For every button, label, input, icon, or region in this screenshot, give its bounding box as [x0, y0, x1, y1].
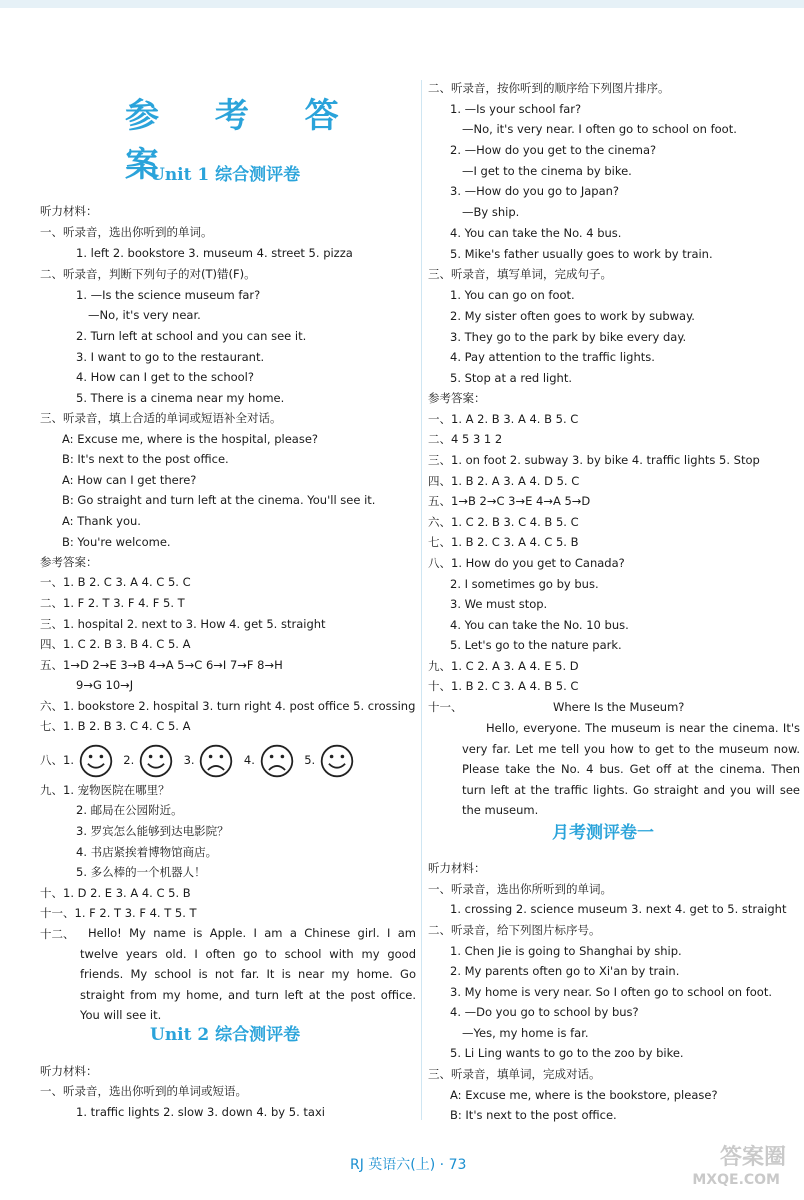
text-line: 一、听录音，选出你听到的单词。: [40, 225, 213, 239]
text-line: A: Excuse me, where is the hospital, please?: [62, 432, 318, 446]
q12-passage: Hello! My name is Apple. I am a Chinese girl. I am twelve years old. I often go to school with my good friends. My school is not far. It is near my home. Go straight from my home, and turn left at the post office. You will see it.: [80, 926, 416, 1022]
text-line: 3. They go to the park by bike every day.: [450, 330, 687, 344]
text-line: 十、1. D 2. E 3. A 4. C 5. B: [40, 886, 191, 900]
text-line: 3. My home is very near. So I often go to school on foot.: [450, 985, 773, 999]
text-line: 九、1. C 2. A 3. A 4. E 5. D: [428, 659, 579, 673]
text-line: 5. Let's go to the nature park.: [450, 638, 622, 652]
q8-n4: 4.: [243, 753, 255, 767]
text-line: 3. I want to go to the restaurant.: [76, 350, 265, 364]
text-line: 1. —Is your school far?: [450, 102, 582, 116]
q12-label: 十二、: [40, 927, 75, 941]
text-line: 5. Li Ling wants to go to the zoo by bike.: [450, 1046, 684, 1060]
text-line: 六、1. bookstore 2. hospital 3. turn right 4. post office 5. crossing: [40, 699, 416, 713]
text-line: 四、1. C 2. B 3. B 4. C 5. A: [40, 637, 191, 651]
text-line: 听力材料：: [40, 1064, 98, 1078]
page-footer: RJ 英语六(上) · 73: [350, 1157, 467, 1173]
text-line: 七、1. B 2. C 3. A 4. C 5. B: [428, 535, 579, 549]
sad-face-icon: [259, 743, 295, 779]
text-line: 5. There is a cinema near my home.: [76, 391, 285, 405]
text-line: 五、1→B 2→C 3→E 4→A 5→D: [428, 494, 591, 508]
text-line: —No, it's very near.: [88, 308, 201, 322]
text-line: 2. Turn left at school and you can see it.: [76, 329, 307, 343]
q8-n3: 3.: [183, 753, 195, 767]
text-line: 参考答案：: [40, 555, 98, 569]
text-line: 1. traffic lights 2. slow 3. down 4. by 5. taxi: [76, 1105, 325, 1119]
q8-n1: 1.: [63, 753, 74, 767]
text-line: B: You're welcome.: [62, 535, 171, 549]
text-line: 1. left 2. bookstore 3. museum 4. street 5. pizza: [76, 246, 353, 260]
text-line: 九、1. 宠物医院在哪里？: [40, 783, 170, 797]
text-line: 2. My sister often goes to work by subway.: [450, 309, 695, 323]
q8-n2: 2.: [123, 753, 135, 767]
q11-passage: Hello, everyone. The museum is near the cinema. It's very far. Let me tell you how to get to the museum now. Please take the No. 4 bus. Get off at the cinema. Then turn left at the traffic lights. Go straight and you will see the museum.: [462, 721, 800, 817]
text-line: A: How can I get there?: [62, 473, 197, 487]
text-line: 四、1. B 2. A 3. A 4. D 5. C: [428, 474, 580, 488]
text-line: 5. Mike's father usually goes to work by train.: [450, 247, 713, 261]
text-line: 2. —How do you get to the cinema?: [450, 143, 657, 157]
smile-face-icon: [319, 743, 355, 779]
text-line: A: Excuse me, where is the bookstore, please?: [450, 1088, 718, 1102]
text-line: 一、听录音，选出你所听到的单词。: [428, 882, 612, 896]
text-line: 二、听录音，按你听到的顺序给下列图片排序。: [428, 81, 670, 95]
text-line: 9→G 10→J: [76, 678, 134, 692]
unit1-title: Unit 1 综合测评卷: [150, 165, 301, 185]
text-line: 七、1. B 2. B 3. C 4. C 5. A: [40, 719, 191, 733]
monthly-test-title: 月考测评卷一: [552, 823, 654, 843]
unit2-title: Unit 2 综合测评卷: [150, 1025, 301, 1045]
text-line: 2. I sometimes go by bus.: [450, 577, 599, 591]
text-line: —Yes, my home is far.: [462, 1026, 589, 1040]
text-line: 4. You can take the No. 10 bus.: [450, 618, 629, 632]
text-line: B: It's next to the post office.: [62, 452, 229, 466]
text-line: 三、1. on foot 2. subway 3. by bike 4. traffic lights 5. Stop: [428, 453, 760, 467]
text-line: 参考答案：: [428, 391, 486, 405]
text-line: 1. —Is the science museum far?: [76, 288, 261, 302]
text-line: 十一、1. F 2. T 3. F 4. T 5. T: [40, 906, 197, 920]
text-line: 3. We must stop.: [450, 597, 548, 611]
text-line: B: It's next to the post office.: [450, 1108, 617, 1122]
q8-label: 八、: [40, 753, 63, 767]
text-line: 二、4 5 3 1 2: [428, 432, 503, 446]
watermark-url: MXQE.COM: [692, 1172, 780, 1188]
text-line: 三、听录音，填写单词，完成句子。: [428, 267, 612, 281]
text-line: 3. 罗宾怎么能够到达电影院？: [76, 824, 229, 838]
text-line: A: Thank you.: [62, 514, 141, 528]
column-divider: [421, 80, 422, 1120]
text-line: 十、1. B 2. C 3. A 4. B 5. C: [428, 679, 579, 693]
q11-title: Where Is the Museum?: [553, 700, 685, 714]
text-line: 五、1→D 2→E 3→B 4→A 5→C 6→I 7→F 8→H: [40, 658, 283, 672]
q8-n5: 5.: [304, 753, 316, 767]
text-line: 六、1. C 2. B 3. C 4. B 5. C: [428, 515, 579, 529]
q8-faces-row: [40, 740, 355, 780]
text-line: B: Go straight and turn left at the cinema. You'll see it.: [62, 493, 376, 507]
watermark-logo: 答案圈: [719, 1145, 786, 1170]
text-line: —No, it's very near. I often go to school on foot.: [462, 122, 737, 136]
text-line: 二、1. F 2. T 3. F 4. F 5. T: [40, 596, 185, 610]
sad-face-icon: [198, 743, 234, 779]
text-line: 听力材料：: [428, 861, 486, 875]
page-title: 参 考 答 案: [125, 96, 361, 185]
text-line: 八、1. How do you get to Canada?: [428, 556, 625, 570]
text-line: —By ship.: [462, 205, 520, 219]
text-line: 4. —Do you go to school by bus?: [450, 1005, 639, 1019]
text-line: 4. You can take the No. 4 bus.: [450, 226, 622, 240]
text-line: 4. 书店紧挨着博物馆商店。: [76, 845, 218, 859]
text-line: 1. You can go on foot.: [450, 288, 575, 302]
text-line: 三、1. hospital 2. next to 3. How 4. get 5. straight: [40, 617, 326, 631]
text-line: 5. 多么棒的一个机器人！: [76, 865, 206, 879]
smile-face-icon: [138, 743, 174, 779]
text-line: 3. —How do you go to Japan?: [450, 184, 620, 198]
text-line: 4. Pay attention to the traffic lights.: [450, 350, 655, 364]
text-line: 2. 邮局在公园附近。: [76, 803, 183, 817]
text-line: 三、听录音，填上合适的单词或短语补全对话。: [40, 411, 282, 425]
text-line: 1. crossing 2. science museum 3. next 4. get to 5. straight: [450, 902, 787, 916]
text-line: 4. How can I get to the school?: [76, 370, 254, 384]
text-line: —I get to the cinema by bike.: [462, 164, 632, 178]
text-line: 5. Stop at a red light.: [450, 371, 572, 385]
text-line: 一、听录音，选出你听到的单词或短语。: [40, 1084, 247, 1098]
text-line: 一、1. A 2. B 3. A 4. B 5. C: [428, 412, 579, 426]
q11-label: 十一、: [428, 700, 463, 714]
text-line: 2. My parents often go to Xi'an by train.: [450, 964, 680, 978]
text-line: 二、听录音，给下列图片标序号。: [428, 923, 601, 937]
text-line: 听力材料：: [40, 204, 98, 218]
text-line: 二、听录音，判断下列句子的对(T)错(F)。: [40, 267, 256, 281]
text-line: 三、听录音，填单词，完成对话。: [428, 1067, 601, 1081]
smile-face-icon: [78, 743, 114, 779]
text-line: 1. Chen Jie is going to Shanghai by ship.: [450, 944, 682, 958]
top-edge: [0, 0, 804, 8]
text-line: 一、1. B 2. C 3. A 4. C 5. C: [40, 575, 191, 589]
